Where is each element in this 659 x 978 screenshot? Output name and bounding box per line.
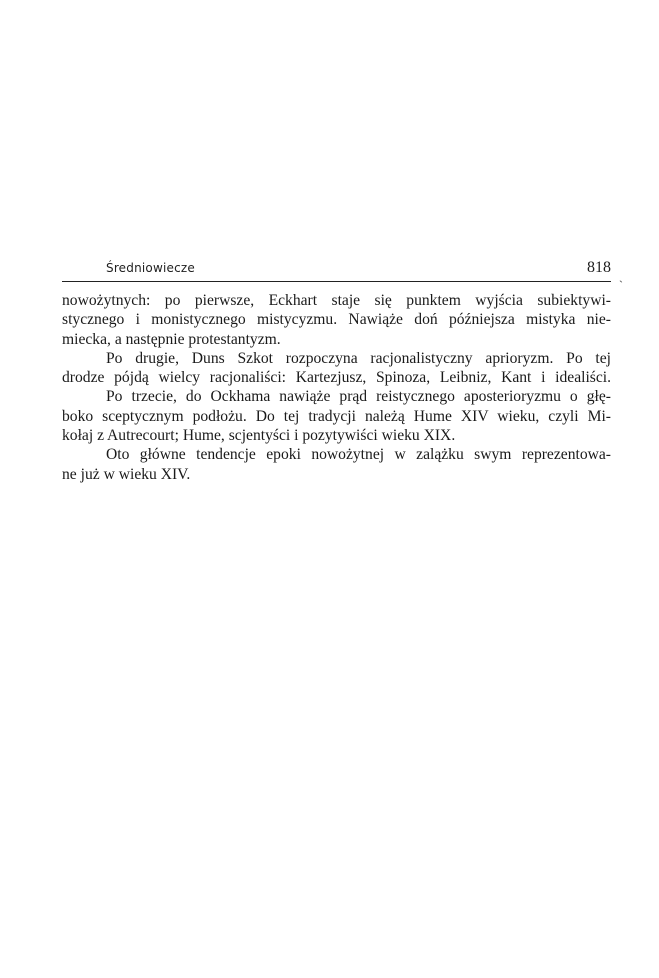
stray-mark: ` (619, 278, 623, 292)
section-title: Średniowiecze (106, 261, 195, 275)
text-line: boko sceptycznym podłożu. Do tej tradycji należą Hume XIV wieku, czyli Mi- (62, 407, 611, 425)
text-line: Po trzecie, do Ockhama nawiąże prąd reistycznego aposterioryzmu o głę- (106, 388, 611, 406)
text-line: ne już w wieku XIV. (62, 465, 191, 483)
header-rule (62, 281, 611, 282)
text-line: Oto główne tendencje epoki nowożytnej w zalążku swym reprezentowa- (106, 446, 611, 464)
text-line: nowożytnych: po pierwsze, Eckhart staje się punktem wyjścia subiektywi- (62, 292, 611, 309)
text-line: Po drugie, Duns Szkot rozpoczyna racjonalistyczny aprioryzm. Po tej (106, 349, 611, 367)
body-text (62, 291, 611, 484)
page-number: 818 (587, 259, 611, 276)
text-line: kołaj z Autrecourt; Hume, scjentyści i pozytywiści wieku XIX. (62, 427, 456, 445)
text-line: miecka, a następnie protestantyzm. (62, 330, 281, 348)
text-line: stycznego i monistycznego mistycyzmu. Nawiąże doń późniejsza mistyka nie- (62, 311, 611, 329)
running-head (62, 258, 611, 280)
text-line: drodze pójdą wielcy racjonaliści: Kartezjusz, Spinoza, Leibniz, Kant i idealiści. (62, 369, 611, 387)
